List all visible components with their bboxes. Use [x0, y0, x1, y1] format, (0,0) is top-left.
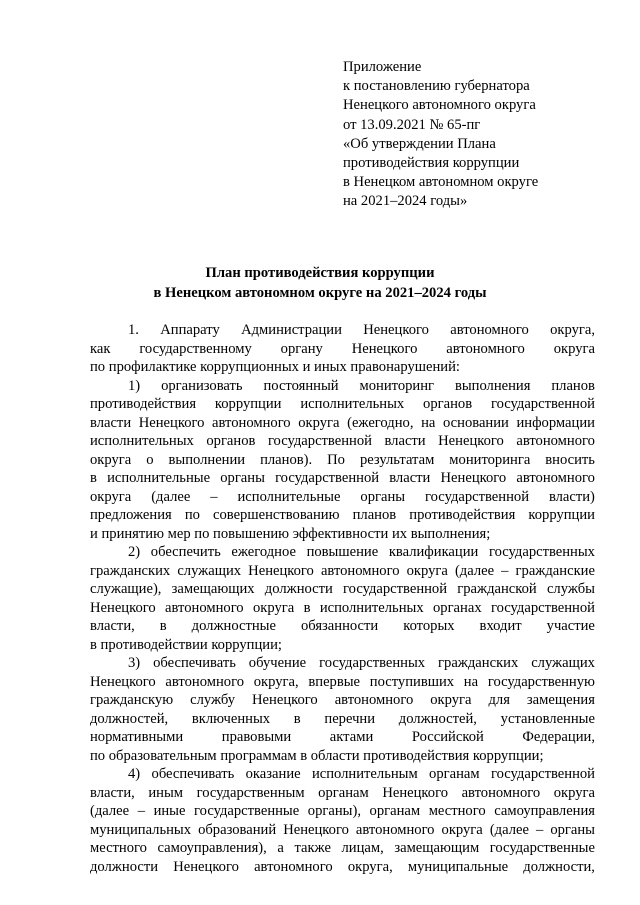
body-word: государственным [196, 784, 305, 801]
body-word: округа, [347, 858, 393, 875]
body-word: Ненецкого [438, 433, 504, 449]
body-word: государственных [319, 655, 426, 671]
body-line [90, 784, 595, 803]
body-word: государственную [487, 673, 595, 690]
body-word: автономного [516, 433, 595, 449]
body-word: автономного [254, 858, 333, 875]
body-word: оказание [245, 766, 301, 782]
body-word: гражданскую [90, 692, 174, 708]
body-word: 4) [128, 766, 141, 782]
body-line [90, 580, 595, 599]
body-word: Ненецкого [252, 692, 318, 708]
body-line: и принятию мер по повышению эффективности их выполнения; [90, 525, 491, 542]
body-word: органы [550, 821, 595, 838]
body-word: противодействия [409, 507, 516, 523]
body-word: выполнении [168, 451, 246, 468]
body-line: по профилактике коррупционных и иных правонарушений: [90, 359, 460, 375]
body-word: самоуправления), [157, 840, 267, 856]
body-word: государственной [425, 488, 530, 505]
body-word: муниципальные [407, 858, 509, 875]
body-line [90, 821, 595, 840]
body-word: участие [546, 618, 595, 634]
body-word: округа, [253, 673, 299, 690]
body-word: государственной [267, 433, 372, 449]
body-word: предложения [90, 507, 172, 523]
body-word: поступивших [369, 673, 455, 690]
body-word: мониторинга [449, 451, 531, 468]
body-word: округа [90, 451, 132, 468]
body-line [90, 506, 595, 525]
body-word: впервые [308, 673, 361, 690]
body-word: обеспечивать [153, 655, 236, 671]
body-word: органам [429, 766, 480, 782]
body-word: (далее [151, 488, 191, 505]
body-word: органы [360, 488, 406, 505]
body-word: По [327, 451, 345, 468]
body-word: гражданские [515, 562, 595, 579]
body-word: государственной [275, 470, 380, 486]
body-word: Аппарату [160, 322, 220, 338]
body-word: иным [148, 784, 184, 801]
body-word: в [303, 599, 311, 616]
appendix-line: Приложение [343, 59, 422, 75]
body-line [90, 858, 595, 877]
body-line [90, 839, 595, 858]
body-word: результатам [359, 451, 435, 468]
body-word: округа [441, 821, 483, 838]
body-line [90, 395, 595, 414]
body-line [90, 469, 595, 488]
body-word: власти, [90, 784, 135, 801]
body-word: округа [430, 692, 472, 708]
body-word: органов [423, 396, 473, 412]
body-word: на [421, 414, 436, 431]
body-word: планов [551, 377, 595, 394]
body-line [90, 691, 595, 710]
body-word: округа [298, 414, 340, 431]
body-line [90, 562, 595, 581]
body-line [90, 543, 595, 562]
body-word: иные [153, 803, 186, 819]
body-word: муниципальных [90, 821, 192, 838]
body-word: 3) [128, 655, 141, 671]
body-line [90, 451, 595, 470]
body-word: совершенствованию [213, 507, 340, 523]
appendix-line: в Ненецком автономном округе [343, 174, 539, 191]
body-word: основании [443, 414, 509, 431]
body-word: квалификации [388, 544, 479, 560]
body-word: Ненецкого [90, 599, 156, 616]
body-word: должности [90, 858, 159, 875]
body-word: коррупции [214, 396, 282, 412]
body-word: автономного [461, 784, 541, 801]
title-line: План противодействия коррупции [205, 265, 435, 281]
body-word: замещающих [171, 581, 255, 597]
body-word: Ненецкого [90, 673, 156, 690]
body-word: также [294, 840, 331, 856]
body-line [90, 654, 595, 673]
body-word: служащие), [90, 581, 162, 597]
body-word: ежегодное [231, 544, 296, 560]
body-word: (далее [90, 803, 130, 819]
body-word: планов [352, 507, 397, 523]
body-word: 2) [128, 544, 141, 560]
body-word: исполнительных [319, 599, 424, 616]
body-word: гражданских [90, 562, 171, 579]
body-line [90, 377, 595, 396]
body-word: государственные [194, 803, 300, 819]
body-word: выполнения [454, 377, 531, 394]
body-word: Ненецкого [382, 784, 448, 801]
body-word: исполнительных [90, 433, 194, 449]
body-word: власти, [90, 618, 135, 634]
body-line [90, 321, 595, 340]
body-word: должностные [191, 618, 276, 634]
body-word: актами [329, 729, 374, 745]
body-word: на [463, 673, 479, 690]
body-word: исполнительные [107, 470, 211, 486]
body-word: автономного [334, 692, 414, 708]
body-word: округа [252, 599, 295, 616]
body-word: органам [318, 784, 369, 801]
body-word: Ненецкого [248, 562, 314, 579]
body-line [90, 673, 595, 692]
document-body [90, 321, 595, 876]
body-word: органу [280, 340, 323, 357]
body-word: служащих [177, 562, 242, 579]
body-line [90, 340, 595, 359]
body-word: государственной [343, 581, 448, 597]
body-word: округа [406, 562, 448, 579]
body-word: органов [206, 433, 256, 449]
body-word: обязанности [300, 618, 379, 634]
body-word: по [184, 507, 200, 523]
body-word: (далее [454, 562, 495, 579]
body-word: автономного [516, 470, 595, 486]
body-word: лицам, [341, 840, 384, 856]
body-word: служащих [531, 655, 595, 671]
body-word: (далее [489, 821, 529, 838]
body-word: Федерации, [522, 729, 595, 745]
body-line [90, 728, 595, 747]
appendix-header [343, 58, 538, 212]
body-word: Ненецкого [440, 470, 507, 486]
body-word: организовать [161, 377, 243, 394]
body-word: планов). [260, 451, 313, 468]
body-word: власти [384, 433, 426, 449]
body-word: должностей, [90, 710, 169, 727]
body-word: должности, [523, 858, 595, 875]
body-word: Администрации [241, 322, 342, 338]
body-line [90, 488, 595, 507]
appendix-line: Ненецкого автономного округа [343, 97, 536, 114]
body-word: входит [479, 618, 522, 634]
body-word: государственной [490, 766, 595, 782]
body-word: Ненецкого [138, 414, 205, 431]
body-word: замещающим [394, 840, 480, 856]
body-word: службу [190, 692, 236, 708]
body-word: вносить [545, 451, 595, 468]
body-word: Российской [411, 729, 484, 745]
body-word: автономного [320, 562, 400, 579]
body-word: органах [432, 599, 482, 616]
body-line [90, 617, 595, 636]
body-word: правовыми [221, 729, 292, 745]
body-line [90, 802, 595, 821]
body-line [90, 599, 595, 618]
body-word: органам [369, 803, 421, 819]
body-word: перечни [324, 710, 376, 727]
body-word: органы), [307, 803, 361, 819]
body-word: автономного [450, 322, 529, 338]
body-word: государственные [489, 840, 595, 856]
body-word: 1) [128, 377, 141, 394]
body-word: исполнительные [237, 488, 341, 505]
body-word: Ненецкого [351, 340, 418, 357]
body-word: округа [553, 340, 595, 357]
body-word: автономного [165, 673, 244, 690]
body-line: в противодействии коррупции; [90, 636, 282, 653]
body-word: власти) [548, 488, 595, 505]
body-word: местного [428, 803, 486, 819]
body-word: противодействия [90, 396, 197, 412]
body-word: информации [516, 414, 595, 431]
body-word: Ненецкого [173, 858, 239, 875]
body-word: повышение [306, 544, 379, 560]
body-word: в [293, 710, 301, 727]
body-word: – [210, 488, 218, 505]
body-word: должностей, [398, 710, 477, 727]
appendix-line: к постановлению губернатора [343, 78, 530, 95]
body-word: включенных [191, 710, 271, 727]
body-word: автономного [355, 821, 435, 838]
body-line: по образовательным программам в области противодействия коррупции; [90, 747, 544, 764]
body-word: округа [90, 488, 132, 505]
body-word: должности [264, 581, 333, 597]
body-word: о [146, 451, 154, 468]
body-word: автономного [446, 340, 525, 357]
body-word: автономного [212, 414, 291, 431]
body-word: самоуправления [494, 803, 595, 819]
body-word: округа, [550, 322, 595, 338]
body-word: автономного [165, 599, 244, 616]
body-word: исполнительных [300, 396, 405, 412]
appendix-line: от 13.09.2021 № 65-пг [343, 116, 481, 133]
body-word: – [137, 803, 145, 819]
body-word: – [501, 562, 509, 579]
body-word: в [90, 470, 97, 486]
appendix-line: на 2021–2024 годы» [343, 193, 468, 210]
body-word: исполнительным [311, 766, 418, 782]
body-word: власти [90, 414, 132, 431]
body-word: мониторинг [359, 377, 435, 394]
body-word: (ежегодно, [347, 414, 414, 431]
body-word: образований [198, 821, 277, 838]
body-word: гражданских [438, 655, 519, 671]
body-line [90, 765, 595, 784]
body-word: обеспечить [150, 544, 221, 560]
body-word: установленные [500, 710, 595, 727]
appendix-line: «Об утверждении Плана [343, 135, 496, 152]
body-word: Ненецкого [363, 322, 429, 338]
body-word: службы [546, 581, 595, 597]
body-word: нормативными [90, 729, 184, 745]
body-word: Ненецкого [283, 821, 349, 838]
body-word: 1. [128, 322, 139, 338]
body-word: местного [90, 840, 147, 856]
body-line [90, 414, 595, 433]
body-word: органы [220, 470, 265, 486]
body-word: обучение [248, 655, 307, 671]
body-word: как [90, 340, 111, 357]
body-word: постоянный [263, 377, 339, 394]
body-word: власти [389, 470, 431, 486]
body-word: обеспечивать [151, 766, 235, 782]
title-line: в Ненецком автономном округе на 2021–2024 годы [153, 284, 487, 301]
body-line [90, 432, 595, 451]
body-word: государственной [490, 599, 595, 616]
body-word: округа [553, 784, 595, 801]
appendix-line: противодействия коррупции [343, 155, 520, 172]
body-word: гражданской [457, 581, 537, 597]
body-word: государственной [490, 396, 595, 412]
body-word: для [488, 692, 510, 708]
body-word: государственному [139, 340, 252, 357]
body-word: замещения [526, 692, 595, 708]
body-word: в [159, 618, 167, 634]
body-word: государственных [488, 544, 595, 560]
body-word: а [277, 840, 284, 856]
document-title [0, 264, 640, 303]
body-word: коррупции [528, 507, 595, 523]
body-word: которых [403, 618, 455, 634]
body-word: – [535, 821, 544, 838]
body-line [90, 710, 595, 729]
